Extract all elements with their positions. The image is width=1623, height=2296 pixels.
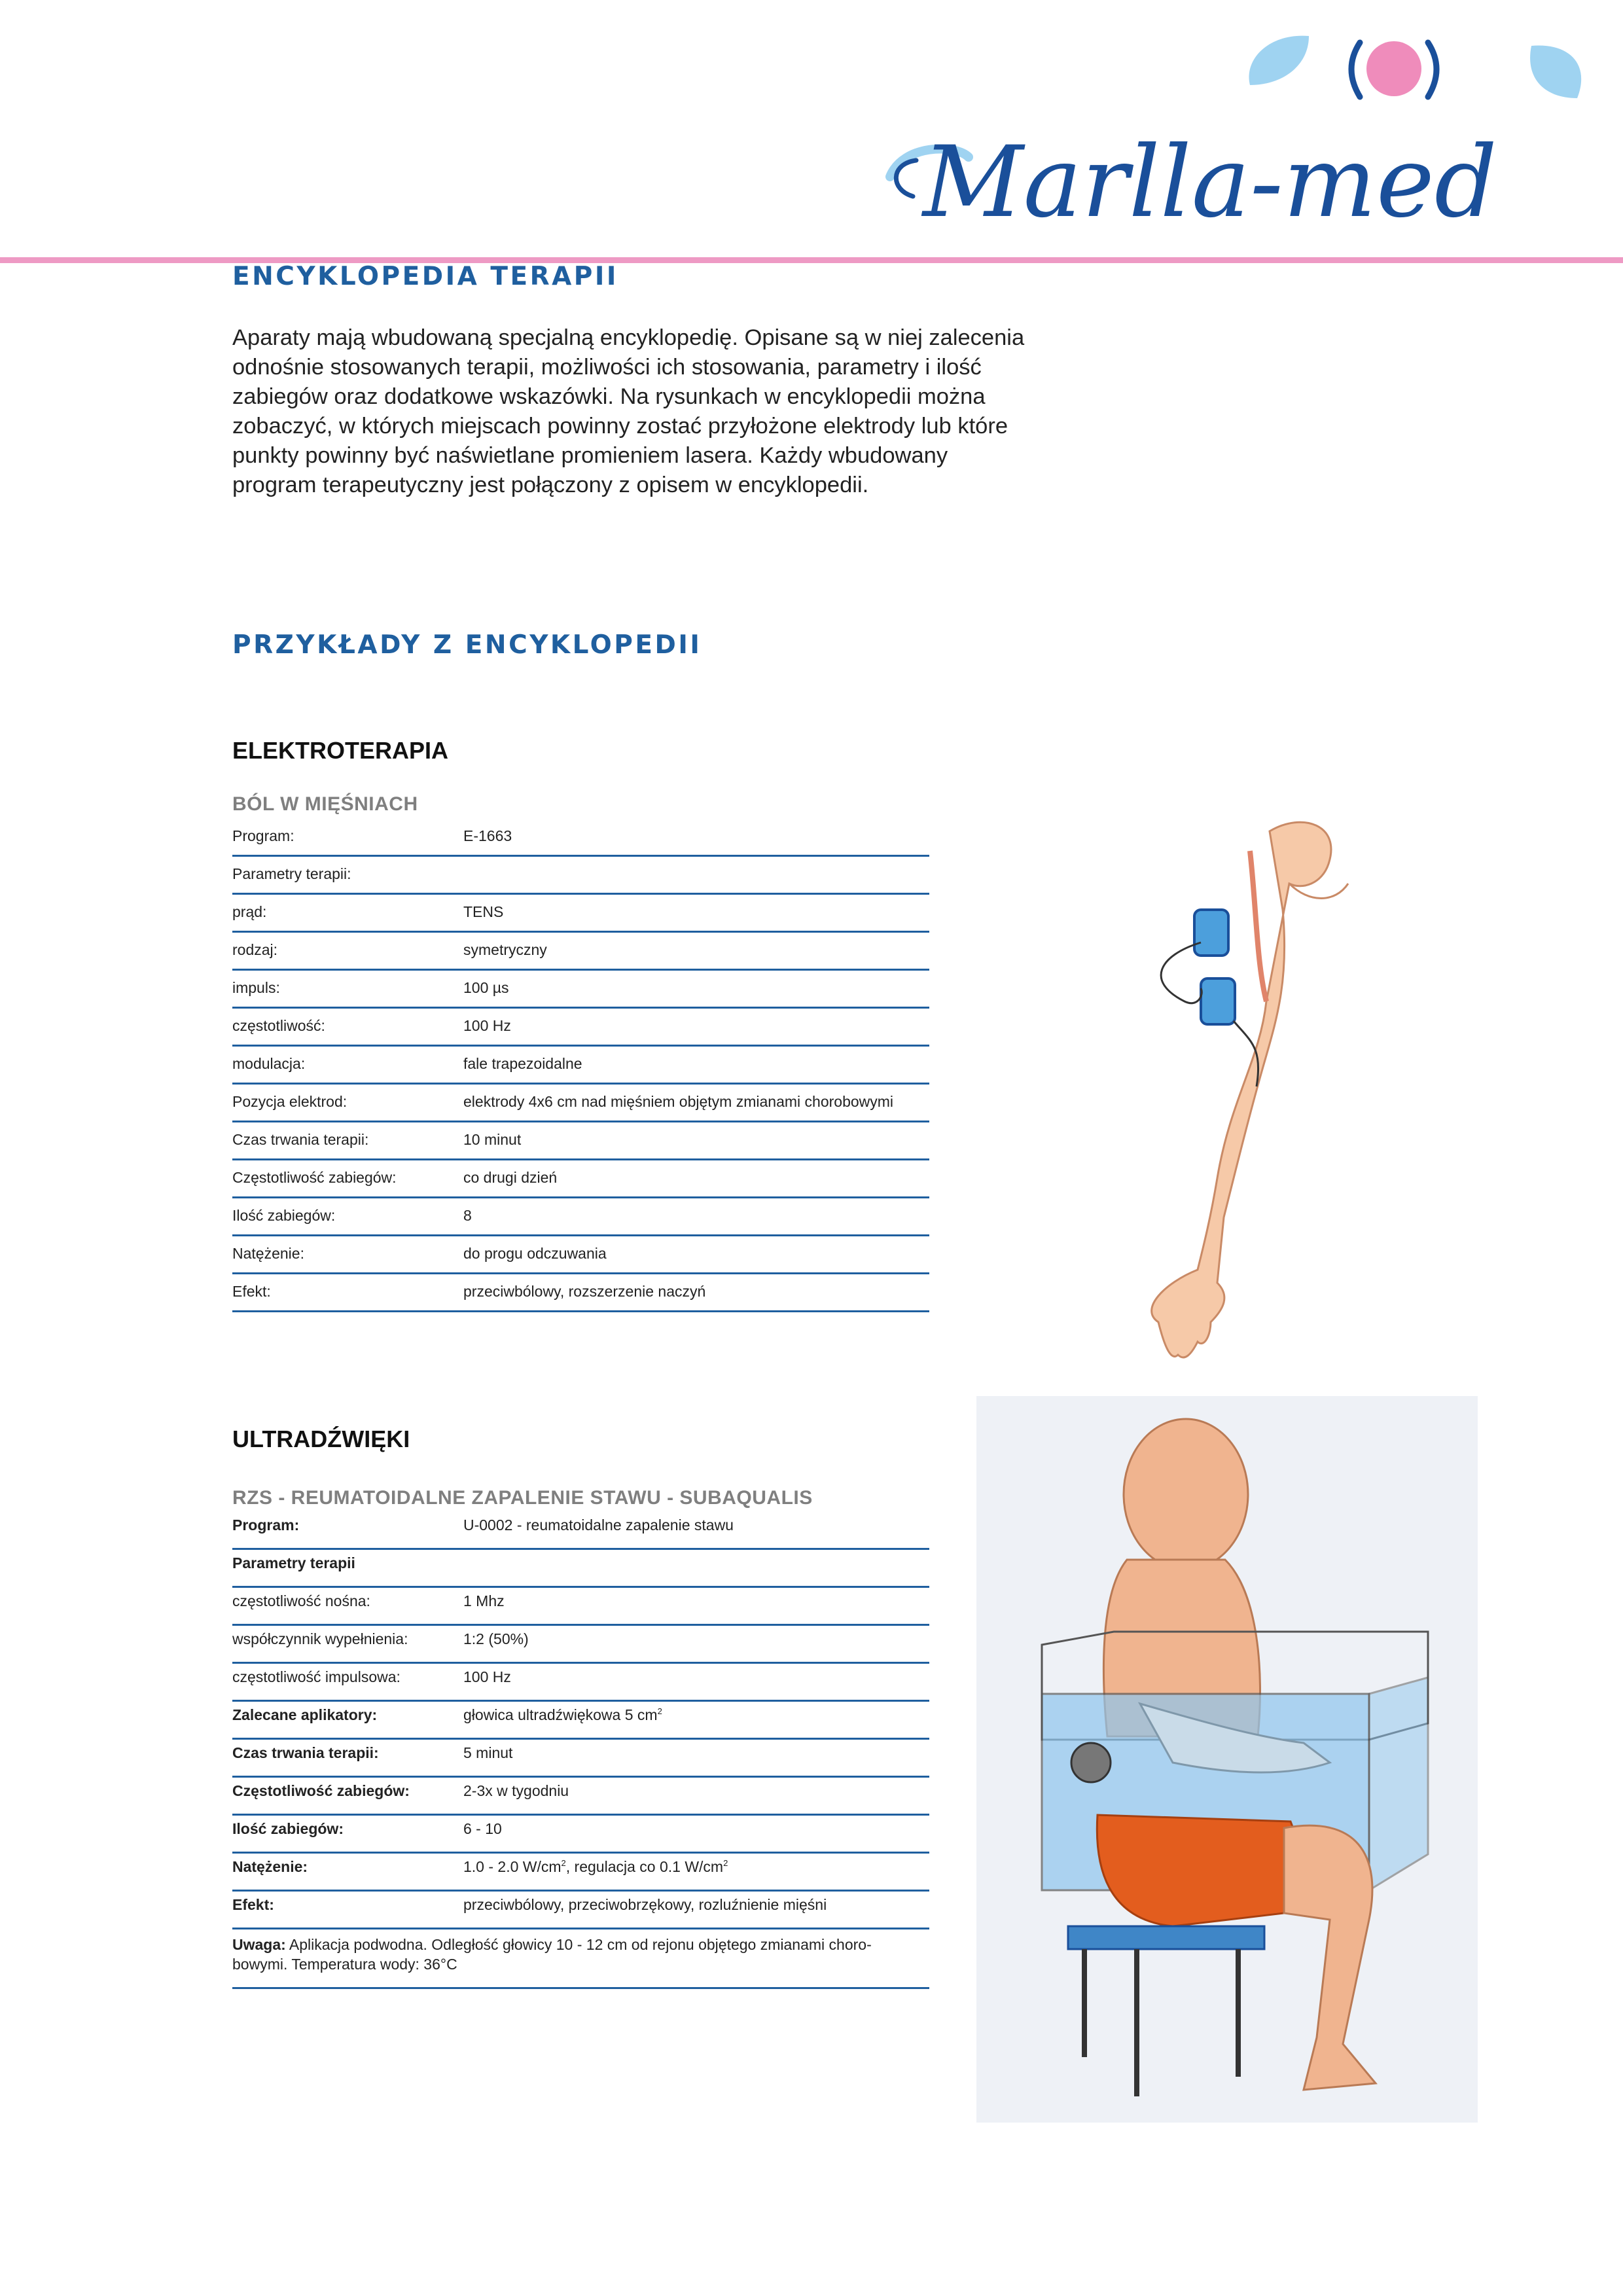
table-row xyxy=(232,1236,929,1274)
table-row xyxy=(232,1122,929,1160)
electrotherapy-title: ELEKTROTERAPIA xyxy=(232,737,449,764)
arm-electrode-illustration xyxy=(1093,812,1355,1368)
table-row xyxy=(232,1085,929,1122)
examples-title: PRZYKŁADY Z ENCYKLOPEDII xyxy=(232,630,702,660)
parameter-label: Parametry terapii: xyxy=(232,865,351,882)
table-row xyxy=(232,1740,929,1778)
table-row xyxy=(232,819,929,857)
parameter-label: prąd: xyxy=(232,903,267,920)
table-row xyxy=(232,1892,929,1929)
ultrasound-title: ULTRADŹWIĘKI xyxy=(232,1426,410,1452)
intro-line: program terapeutyczny jest połączony z opisem w encyklopedii. xyxy=(232,473,869,497)
table-row xyxy=(232,1702,929,1740)
parameter-label: Efekt: xyxy=(232,1896,274,1913)
parameter-value: 5 minut xyxy=(463,1744,513,1761)
logo-wordmark: Marlla-med xyxy=(923,126,1497,240)
note-label: Uwaga: xyxy=(232,1936,286,1953)
parameter-value: 1 Mhz xyxy=(463,1592,505,1609)
table-row xyxy=(232,857,929,895)
parameter-label: częstotliwość nośna: xyxy=(232,1592,370,1609)
parameter-value: TENS xyxy=(463,903,504,920)
parameter-label: rodzaj: xyxy=(232,941,278,958)
encyclopedia-title: ENCYKLOPEDIA TERAPII xyxy=(232,262,618,291)
parameter-label: Natężenie: xyxy=(232,1245,304,1262)
parameter-value: 100 Hz xyxy=(463,1668,511,1685)
intro-line: zabiegów oraz dodatkowe wskazówki. Na rysunkach w encyklopedii można xyxy=(232,384,986,409)
parameter-value: E-1663 xyxy=(463,827,512,844)
parameter-value: 2-3x w tygodniu xyxy=(463,1782,569,1799)
parameter-label: częstotliwość: xyxy=(232,1017,325,1034)
parameter-label: impuls: xyxy=(232,979,280,996)
parameter-value: 1.0 - 2.0 $W/cm^2$, regulacja co 0.1 $W/cm^2$ xyxy=(463,1858,728,1875)
parameter-value: fale trapezoidalne xyxy=(463,1055,582,1072)
parameter-label: Parametry terapii xyxy=(232,1554,355,1571)
parameter-label: Częstotliwość zabiegów: xyxy=(232,1782,410,1799)
table-row xyxy=(232,1160,929,1198)
parameter-label: Zalecane aplikatory: xyxy=(232,1706,378,1723)
parameter-value xyxy=(463,1550,929,1554)
table-row xyxy=(232,1778,929,1816)
parameter-value: 6 - 10 xyxy=(463,1820,502,1837)
parameter-label: współczynnik wypełnienia: xyxy=(232,1630,408,1647)
table-row xyxy=(232,1009,929,1047)
table-row xyxy=(232,895,929,933)
subaqual-ultrasound-illustration xyxy=(976,1396,1478,2123)
parameter-value: co drugi dzień xyxy=(463,1169,558,1186)
intro-paragraph xyxy=(232,323,1109,500)
table-row xyxy=(232,1047,929,1085)
parameter-label: Częstotliwość zabiegów: xyxy=(232,1169,397,1186)
parameter-label: Efekt: xyxy=(232,1283,271,1300)
note-text: bowymi. Temperatura wody: 36°C xyxy=(232,1956,457,1973)
table-row xyxy=(232,1274,929,1312)
intro-line: zobaczyć, w których miejscach powinny zostać przyłożone elektrody lub które xyxy=(232,414,1008,439)
table-row xyxy=(232,1588,929,1626)
parameter-label: Pozycja elektrod: xyxy=(232,1093,348,1110)
parameter-label: Ilość zabiegów: xyxy=(232,1207,336,1224)
parameter-value: elektrody 4x6 cm nad mięśniem objętym zmianami chorobowymi xyxy=(463,1093,894,1110)
intro-line: punkty powinny być naświetlane promieniem lasera. Każdy wbudowany xyxy=(232,443,948,468)
note-text: Aplikacja podwodna. Odległość głowicy 10 - 12 cm od rejonu objętego zmianami choro- xyxy=(285,1936,872,1953)
parameter-value xyxy=(463,857,929,865)
table-row xyxy=(232,971,929,1009)
note-row xyxy=(232,1929,929,1989)
electrotherapy-entry-title: BÓL W MIĘŚNIACH xyxy=(232,793,418,815)
marlla-med-logo xyxy=(877,26,1597,242)
parameter-value: przeciwbólowy, rozszerzenie naczyń xyxy=(463,1283,706,1300)
parameter-value: 8 xyxy=(463,1207,472,1224)
parameter-label: częstotliwość impulsowa: xyxy=(232,1668,401,1685)
parameter-value: symetryczny xyxy=(463,941,547,958)
table-row xyxy=(232,1854,929,1892)
parameter-value: 10 minut xyxy=(463,1131,522,1148)
parameter-value: U-0002 - reumatoidalne zapalenie stawu xyxy=(463,1516,734,1534)
ultrasound-parameter-table xyxy=(232,1512,929,1989)
parameter-label: Natężenie: xyxy=(232,1858,308,1875)
parameter-label: Program: xyxy=(232,827,294,844)
parameter-value: do progu odczuwania xyxy=(463,1245,607,1262)
table-row xyxy=(232,1198,929,1236)
table-row xyxy=(232,1816,929,1854)
parameter-label: modulacja: xyxy=(232,1055,306,1072)
parameter-label: Ilość zabiegów: xyxy=(232,1820,344,1837)
parameter-value: 100 µs xyxy=(463,979,509,996)
ultrasound-entry-title: RZS - REUMATOIDALNE ZAPALENIE STAWU - SUBAQUALIS xyxy=(232,1487,813,1509)
parameter-label: Program: xyxy=(232,1516,300,1534)
parameter-label: Czas trwania terapii: xyxy=(232,1131,369,1148)
parameter-value: 100 Hz xyxy=(463,1017,511,1034)
table-row xyxy=(232,1512,929,1550)
intro-line: odnośnie stosowanych terapii, możliwości ich stosowania, parametry i ilość xyxy=(232,355,982,380)
table-row xyxy=(232,1626,929,1664)
parameter-label: Czas trwania terapii: xyxy=(232,1744,379,1761)
table-row xyxy=(232,1664,929,1702)
parameter-value: 1:2 (50%) xyxy=(463,1630,529,1647)
table-row xyxy=(232,933,929,971)
electrotherapy-parameter-table xyxy=(232,819,929,1312)
table-row xyxy=(232,1550,929,1588)
parameter-value: przeciwbólowy, przeciwobrzękowy, rozluźnienie mięśni xyxy=(463,1896,827,1913)
parameter-value: głowica ultradźwiękowa 5 $cm^2$ xyxy=(463,1706,662,1723)
intro-line: Aparaty mają wbudowaną specjalną encyklopedię. Opisane są w niej zalecenia xyxy=(232,325,1025,350)
